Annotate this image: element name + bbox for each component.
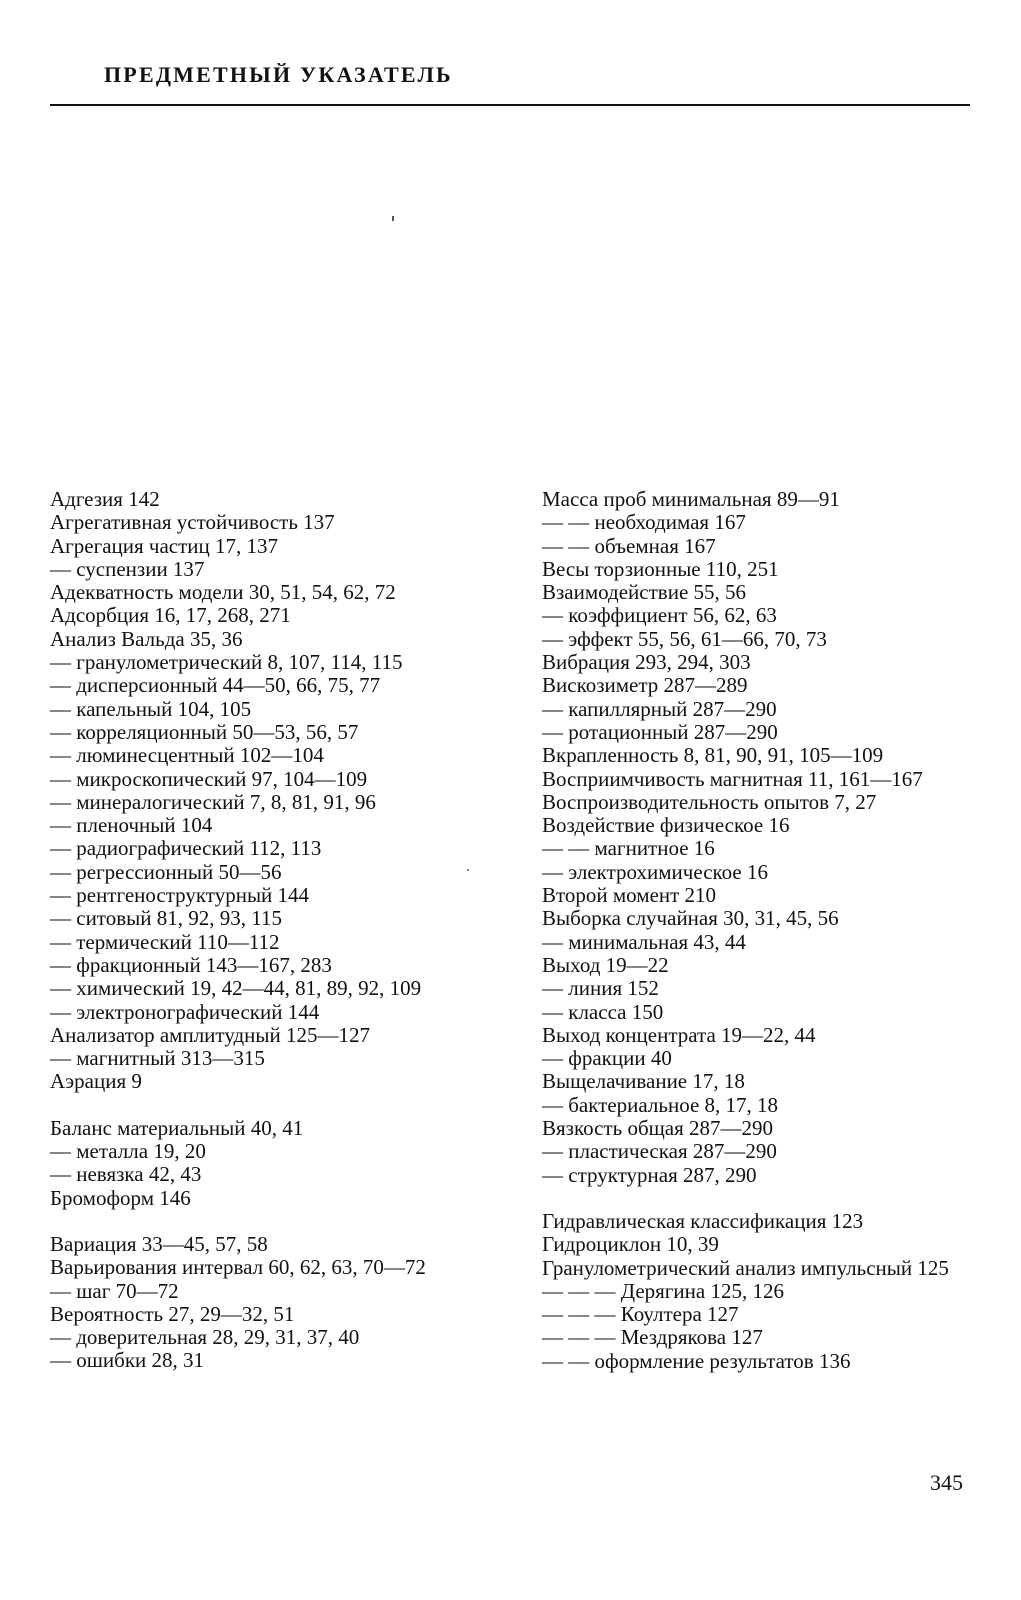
index-entry: Взаимодействие 55, 56 bbox=[542, 580, 747, 605]
index-entry: Баланс материальный 40, 41 bbox=[50, 1115, 304, 1140]
index-entry: — — оформление результатов 136 bbox=[542, 1348, 851, 1373]
index-entry: — невязка 42, 43 bbox=[50, 1162, 202, 1187]
index-entry: Аэрация 9 bbox=[50, 1069, 142, 1094]
index-entry: — — объемная 167 bbox=[542, 533, 716, 558]
index-entry: — электронографический 144 bbox=[50, 999, 320, 1024]
index-entry: — магнитный 313—315 bbox=[50, 1046, 265, 1071]
index-entry: Анализатор амплитудный 125—127 bbox=[50, 1022, 371, 1047]
index-entry: Второй момент 210 bbox=[542, 883, 717, 908]
index-entry: — шаг 70—72 bbox=[50, 1278, 179, 1303]
index-entry: — регрессионный 50—56 bbox=[50, 859, 282, 884]
index-entry: — — магнитное 16 bbox=[542, 836, 715, 861]
index-entry: — капиллярный 287—290 bbox=[542, 696, 777, 721]
index-entry: Выход 19—22 bbox=[542, 952, 669, 977]
index-entry: — пленочный 104 bbox=[50, 813, 213, 838]
page-number: 345 bbox=[930, 1470, 963, 1495]
index-entry: — суспензии 137 bbox=[50, 556, 205, 581]
index-entry: — ротационный 287—290 bbox=[542, 719, 778, 744]
index-entry: — класса 150 bbox=[542, 999, 664, 1024]
index-entry: — структурная 287, 290 bbox=[542, 1162, 757, 1187]
index-entry: Гидравлическая классификация 123 bbox=[542, 1208, 864, 1233]
index-entry: — гранулометрический 8, 107, 114, 115 bbox=[50, 650, 403, 675]
index-entry: — бактериальное 8, 17, 18 bbox=[542, 1092, 779, 1117]
index-entry: Анализ Вальда 35, 36 bbox=[50, 626, 243, 651]
index-entry: — радиографический 112, 113 bbox=[50, 836, 322, 861]
index-entry: Адгезия 142 bbox=[50, 487, 160, 511]
index-entry: — — — Мездрякова 127 bbox=[542, 1325, 763, 1350]
index-entry: — рентгеноструктурный 144 bbox=[50, 883, 310, 908]
index-entry: — — — Коултера 127 bbox=[542, 1302, 739, 1327]
index-entry: — электрохимическое 16 bbox=[542, 859, 768, 884]
index-entry: — дисперсионный 44—50, 66, 75, 77 bbox=[50, 673, 381, 698]
index-entry: — минимальная 43, 44 bbox=[542, 929, 746, 954]
index-entry: Вибрация 293, 294, 303 bbox=[542, 650, 751, 675]
index-entry: — корреляционный 50—53, 56, 57 bbox=[50, 719, 359, 744]
index-entry: Адекватность модели 30, 51, 54, 62, 72 bbox=[50, 580, 396, 605]
page-title: ПРЕДМЕТНЫЙ УКАЗАТЕЛЬ bbox=[104, 62, 453, 87]
index-entry: Восприимчивость магнитная 11, 161—167 bbox=[542, 766, 923, 791]
index-entry: Гидроциклон 10, 39 bbox=[542, 1232, 719, 1257]
index-entry: Вкрапленность 8, 81, 90, 91, 105—109 bbox=[542, 743, 884, 768]
index-entry: — коэффициент 56, 62, 63 bbox=[542, 603, 777, 628]
index-entry: Воздействие физическое 16 bbox=[542, 813, 790, 838]
index-entry: — — необходимая 167 bbox=[542, 510, 746, 535]
index-entry: Вариация 33—45, 57, 58 bbox=[50, 1231, 268, 1256]
index-entry: — капельный 104, 105 bbox=[50, 696, 252, 721]
index-entry: Выщелачивание 17, 18 bbox=[542, 1069, 745, 1094]
index-entry: Вискозиметр 287—289 bbox=[542, 673, 748, 698]
index-entry: — микроскопический 97, 104—109 bbox=[50, 766, 368, 791]
index-entry: Выход концентрата 19—22, 44 bbox=[542, 1022, 816, 1047]
index-entry: Варьирования интервал 60, 62, 63, 70—72 bbox=[50, 1255, 426, 1280]
index-entry: — термический 110—112 bbox=[50, 929, 280, 954]
index-entry: Гранулометрический анализ импульсный 125 bbox=[542, 1255, 949, 1280]
index-entry: — ошибки 28, 31 bbox=[50, 1348, 205, 1373]
index-entry: Агрегация частиц 17, 137 bbox=[50, 533, 279, 558]
print-speck bbox=[392, 216, 394, 221]
index-entry: Выборка случайная 30, 31, 45, 56 bbox=[542, 906, 839, 931]
index-entry: — ситовый 81, 92, 93, 115 bbox=[50, 906, 282, 931]
index-column-left bbox=[50, 488, 470, 1373]
index-entry: — химический 19, 42—44, 81, 89, 92, 109 bbox=[50, 976, 422, 1001]
index-entry: Весы торзионные 110, 251 bbox=[542, 556, 779, 581]
index-entry: — — — Дерягина 125, 126 bbox=[542, 1278, 784, 1303]
index-entry: — металла 19, 20 bbox=[50, 1139, 206, 1164]
index-entry: Вероятность 27, 29—32, 51 bbox=[50, 1301, 295, 1326]
index-entry: Бромоформ 146 bbox=[50, 1185, 191, 1210]
header-rule bbox=[50, 104, 970, 106]
index-entry: — эффект 55, 56, 61—66, 70, 73 bbox=[542, 626, 827, 651]
index-entry: — люминесцентный 102—104 bbox=[50, 743, 324, 768]
index-entry: Адсорбция 16, 17, 268, 271 bbox=[50, 603, 291, 628]
index-entry: — пластическая 287—290 bbox=[542, 1139, 777, 1164]
index-entry: Вязкость общая 287—290 bbox=[542, 1116, 774, 1141]
index-entry: Масса проб минимальная 89—91 bbox=[542, 487, 840, 511]
index-entry: — фракции 40 bbox=[542, 1046, 672, 1071]
index-entry: Агрегативная устойчивость 137 bbox=[50, 510, 335, 535]
index-column-right bbox=[542, 488, 966, 1373]
index-entry: — фракционный 143—167, 283 bbox=[50, 952, 332, 977]
index-entry: — доверительная 28, 29, 31, 37, 40 bbox=[50, 1325, 360, 1350]
index-entry: — линия 152 bbox=[542, 976, 659, 1001]
index-entry: — минералогический 7, 8, 81, 91, 96 bbox=[50, 789, 376, 814]
index-entry: Воспроизводительность опытов 7, 27 bbox=[542, 789, 877, 814]
